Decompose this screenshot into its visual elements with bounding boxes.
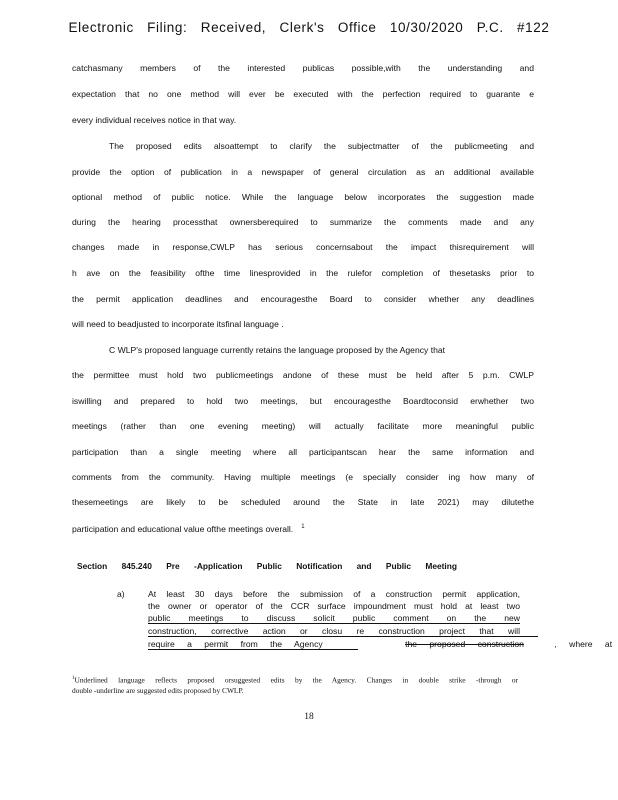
body-line: optional method of public notice. While the language below incorporates the suggestion made	[72, 192, 534, 202]
body-line: the permit application deadlines and encouragesthe Board to consider whether any deadlines	[72, 294, 534, 304]
filing-header: Electronic Filing: Received, Clerk's Office 10/30/2020 P.C. #122	[68, 20, 550, 35]
body-line: catchasmany members of the interested publicas possible,with the understanding and	[72, 63, 534, 73]
body-line: changes made in response,CWLP has serious concernsabout the impact thisrequirement will	[72, 242, 534, 252]
struck-text: the proposed construction	[405, 639, 524, 649]
subsection-text: require a permit from the Agency	[148, 639, 323, 649]
subsection-line	[148, 639, 613, 649]
subsection-line: public meetings to discuss solicit public comment on the new	[148, 613, 520, 623]
body-line: C WLP's proposed language currently retains the language proposed by the Agency that	[109, 345, 446, 355]
body-line: expectation that no one method will ever be executed with the perfection required to guarante e	[72, 89, 534, 99]
footnote-line	[72, 673, 518, 685]
subsection-text: , where at	[554, 639, 613, 649]
body-line: comments from the community. Having multiple meetings (e specially consider ing how many of	[72, 472, 534, 482]
subsection-line: construction, corrective action or closu re construction project that will	[148, 626, 520, 636]
footnote-marker: 1	[72, 676, 75, 681]
body-line: provide the option of publication in a newspaper of general circulation as an additional available	[72, 167, 534, 177]
footnote-text: Underlined language reflects proposed orsuggested edits by the Agency. Changes in double strike -through or	[74, 675, 518, 685]
underline-rule	[148, 623, 520, 624]
body-line: The proposed edits alsoattempt to clarify the subjectmatter of the publicmeeting and	[109, 141, 534, 151]
body-line: iswilling and prepared to hold two meetings, but encouragesthe Boardtoconsid erwhether two	[72, 396, 534, 406]
page-number: 18	[304, 712, 314, 722]
body-line: every individual receives notice in that way.	[72, 115, 237, 125]
body-line: the permittee must hold two publicmeetings andone of these must be held after 5 p.m. CWLP	[72, 370, 534, 380]
body-line: participation than a single meeting where all participantscan hear the same information and	[72, 447, 534, 457]
underline-rule	[148, 636, 538, 637]
body-line: will need to beadjusted to incorporate itsfinal language .	[72, 319, 284, 329]
footnote-reference[interactable]: 1	[301, 524, 305, 530]
body-line: meetings (rather than one evening meeting) will actually facilitate more meaningful public	[72, 421, 534, 431]
subsection-label: a)	[117, 589, 125, 599]
body-line: during the hearing processthat ownersberequired to summarize the comments made and any	[72, 217, 534, 227]
underline-rule	[148, 649, 358, 650]
subsection-line: the owner or operator of the CCR surface impoundment must hold at least two	[148, 601, 520, 611]
body-line: thesemeetings are likely to be scheduled around the State in late 2021) may dilutethe	[72, 497, 534, 507]
footnote-line: double -underline are suggested edits proposed by CWLP.	[72, 686, 244, 695]
section-heading: Section 845.240 Pre -Application Public Notification and Public Meeting	[77, 561, 457, 571]
body-line: h ave on the feasibility ofthe time linesprovided in the rulefor completion of thesetasks prior to	[72, 268, 534, 278]
body-line	[72, 521, 392, 533]
subsection-line: At least 30 days before the submission of a construction permit application,	[148, 589, 520, 599]
body-line-text: participation and educational value ofthe meetings overall.	[72, 523, 294, 534]
